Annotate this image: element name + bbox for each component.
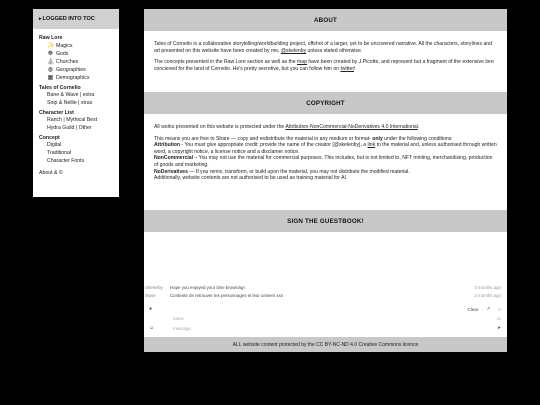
main-content bbox=[144, 9, 507, 352]
message-text: Contente de retrouver tes personnages et leur univers xxx bbox=[170, 293, 283, 298]
name-char-count: 40 bbox=[496, 316, 501, 321]
skelenby-link[interactable]: @skelenby bbox=[280, 47, 307, 54]
toc-item-gods[interactable]: ☸ Gods bbox=[47, 51, 69, 57]
name-input[interactable]: name bbox=[173, 316, 184, 321]
toc-item-about[interactable]: About & © bbox=[39, 170, 63, 177]
smiley-icon[interactable]: ☺ bbox=[149, 325, 155, 331]
copyright-section bbox=[144, 114, 507, 210]
table-of-contents bbox=[33, 9, 119, 197]
license-link[interactable]: Attribution-NonCommercial-NoDerivatives 4.0 International bbox=[285, 124, 418, 130]
message-input[interactable]: message bbox=[173, 325, 191, 331]
caret-right-icon: ▸ bbox=[39, 16, 42, 22]
attribution-link[interactable]: link bbox=[367, 142, 376, 149]
toc-item-magics[interactable]: ✨ Magics bbox=[47, 43, 73, 49]
copyright-paragraph-2: This means you are free to Share — copy and redistribute the material in any medium or format- only under the following conditions: bbox=[154, 135, 453, 142]
user-icon: ● bbox=[149, 306, 153, 312]
message-text: Hope you enjoyed your time browsing! bbox=[170, 285, 245, 290]
magic-wand-icon: ✨ bbox=[47, 43, 55, 49]
clear-button[interactable]: Clear bbox=[467, 306, 479, 312]
guestbook-heading: SIGN THE GUESTBOOK! bbox=[144, 210, 507, 232]
message-author: Muse bbox=[145, 293, 156, 298]
toc-group-concept[interactable]: Concept bbox=[39, 135, 60, 142]
footer-license-notice: ALL website content protected by the CC BY-NC-ND 4.0 Creative Commons licence bbox=[144, 337, 507, 352]
guestbook-controls bbox=[149, 306, 501, 312]
send-icon[interactable]: ➤ bbox=[497, 325, 501, 330]
chart-icon: ▦ bbox=[47, 75, 54, 81]
message-author: Skelenby bbox=[145, 285, 164, 290]
gods-icon: ☸ bbox=[47, 51, 54, 57]
copyright-heading: COPYRIGHT bbox=[144, 92, 507, 114]
toc-item-character-fonts[interactable]: Character Fonts bbox=[47, 157, 85, 164]
globe-icon: ◍ bbox=[47, 67, 54, 73]
toc-title: LOGGED INTO TOC bbox=[42, 16, 95, 22]
guestbook bbox=[144, 232, 507, 338]
about-section bbox=[144, 31, 507, 92]
twitter-link[interactable]: twitter bbox=[340, 65, 355, 72]
attribution-condition: Attribution - You must give appropriate credit: provide the name of the creator [@skelenby], a link to the material and, unless authorised through written word, a copyright notice, a license notice and a disclamer notice. bbox=[154, 142, 497, 155]
copyright-paragraph-1: All works presented on this website is protected under the Attribution-NonCommercial-NoDerivatives 4.0 International. bbox=[154, 124, 420, 130]
toc-item-geographies[interactable]: ◍ Geographies bbox=[47, 67, 86, 73]
message-field[interactable] bbox=[149, 325, 501, 331]
ai-notice: Additionally, website contents are not authorised to be used as training material for AI. bbox=[154, 175, 348, 182]
toc-item-hydra-guild[interactable]: Hydra Guild | Other bbox=[47, 124, 92, 131]
name-field[interactable] bbox=[149, 316, 501, 321]
noncommercial-condition: NonCommercial – You may not use the material for commercial purposes. This includes, but is not limited to, NFT minting, merchandising, production of goods and marketing. bbox=[154, 155, 493, 168]
toc-item-snip-nellie[interactable]: Snip & Nellie | xtras bbox=[47, 99, 93, 106]
toc-group-characters[interactable]: Character List bbox=[39, 110, 74, 117]
toc-item-churches[interactable]: ⛪ Churches bbox=[47, 59, 79, 65]
guestbook-message bbox=[145, 293, 505, 298]
open-external-icon[interactable]: ↗ bbox=[486, 306, 491, 311]
toc-header[interactable] bbox=[33, 9, 119, 29]
toc-item-digital[interactable]: Digital bbox=[47, 142, 62, 149]
emoji-icon[interactable]: ○ bbox=[498, 306, 501, 312]
toc-item-bane-wave[interactable]: Bane & Wave | extra bbox=[47, 92, 95, 98]
noderivatives-condition: NoDerivatives — If you remix, transform, or build upon the material, you may not distribute the modified material. bbox=[154, 168, 410, 175]
churches-icon: ⛪ bbox=[47, 59, 55, 65]
message-time: 3 months ago bbox=[474, 285, 501, 290]
map-link[interactable]: map bbox=[297, 59, 307, 66]
about-heading: ABOUT bbox=[144, 9, 507, 31]
toc-item-ranch[interactable]: Ranch | Mythical Best bbox=[47, 117, 98, 124]
message-time: 3 months ago bbox=[474, 293, 501, 298]
about-paragraph-2: The concepts presented in the Raw Lore section as well as the map have been created by J.Picotte, and represent but a fragment of the extensive lore concieved for the land of Cornelio. He's pretty secretive, but you can follow him on twitter! bbox=[154, 59, 494, 72]
toc-item-traditional[interactable]: Traditional bbox=[47, 149, 72, 156]
guestbook-message bbox=[145, 285, 505, 290]
about-paragraph-1: Tales of Cornelio is a collaborative storytelling/worldbuilding project, offshot of a larger, yet to be uncovered narrative. All the characters, storylines and art presented on this website have been created by me, @skelenby unless stated otherwise. bbox=[154, 41, 492, 54]
toc-item-demographics[interactable]: ▦ Demographics bbox=[47, 75, 90, 81]
toc-group-tales[interactable]: Tales of Cornelio bbox=[39, 85, 81, 91]
toc-group-raw-lore[interactable]: Raw Lore bbox=[39, 35, 63, 41]
